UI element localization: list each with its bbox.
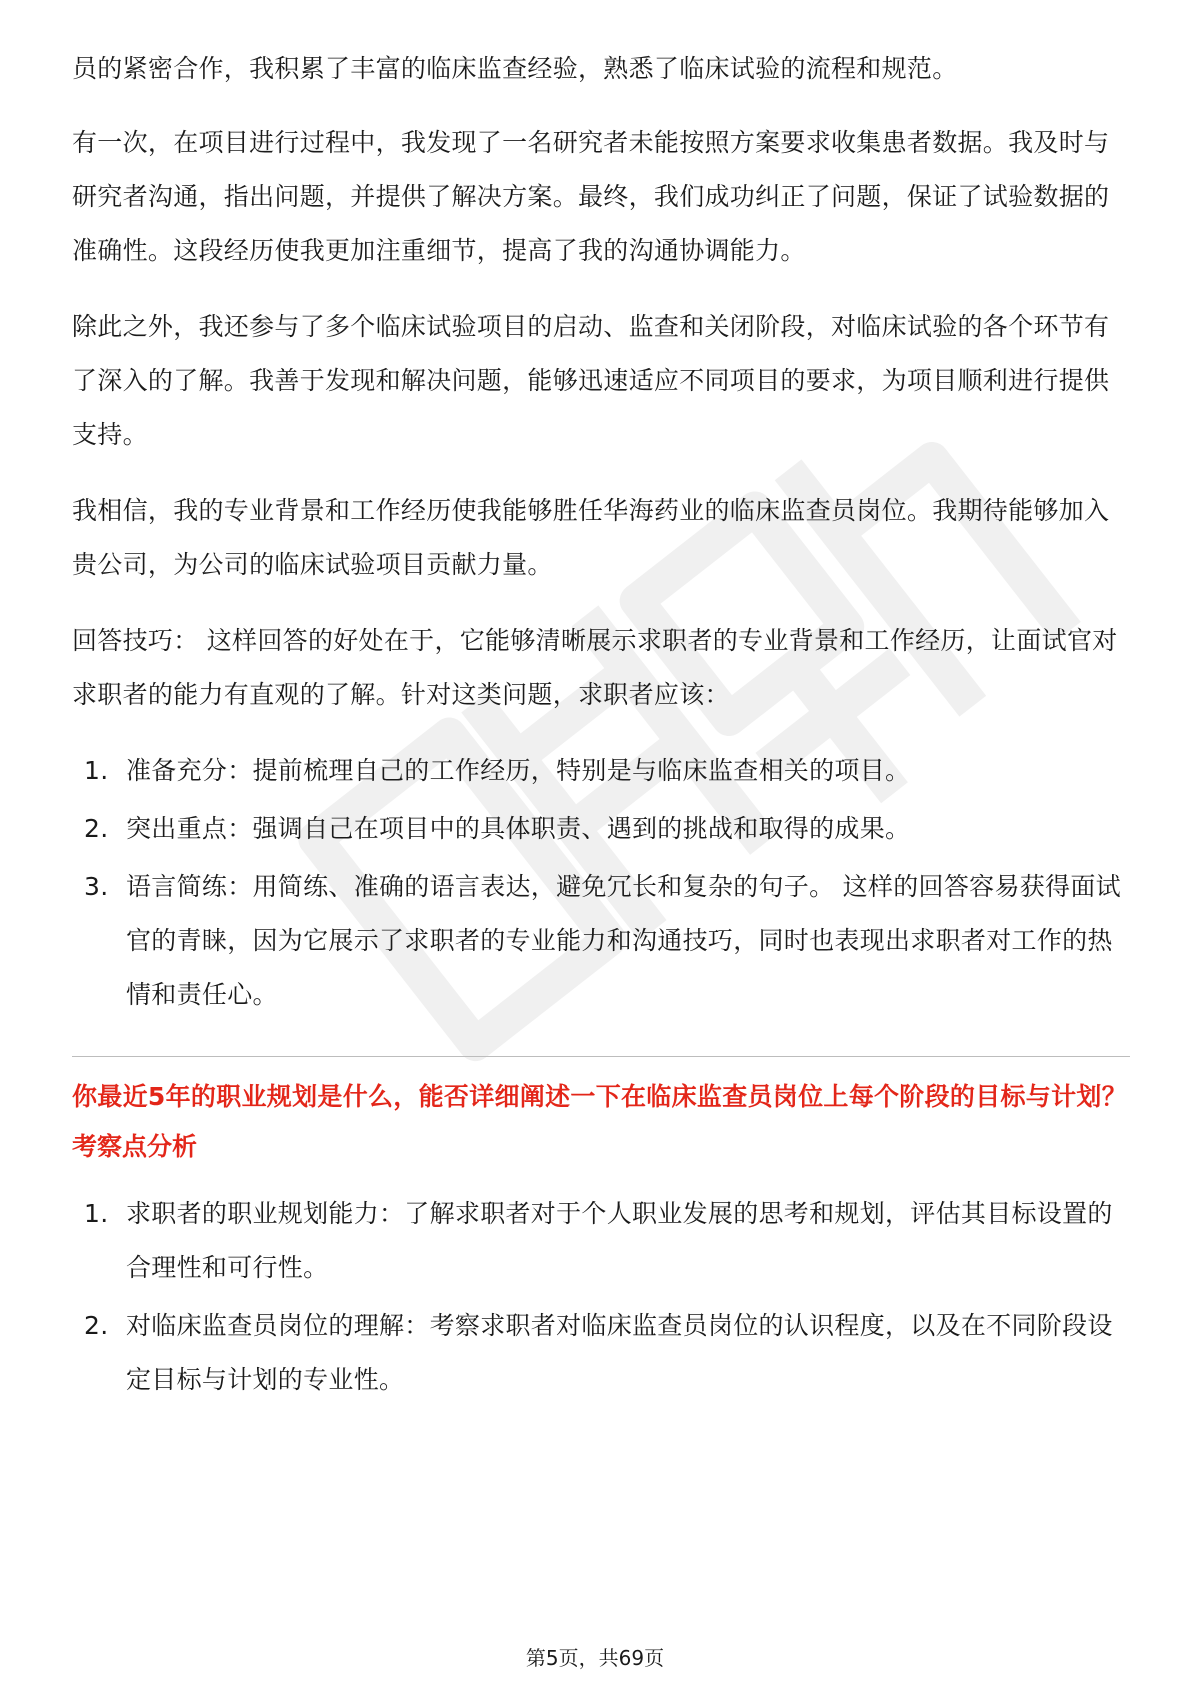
- section-divider: [72, 1056, 1130, 1057]
- list-number: 2.: [84, 814, 109, 843]
- list-number: 1.: [84, 756, 109, 785]
- list-number: 2.: [84, 1311, 109, 1340]
- list-item: [72, 860, 1132, 1022]
- list-number: 1.: [84, 1199, 109, 1228]
- paragraph-conclusion: 我相信，我的专业背景和工作经历使我能够胜任华海药业的临床监查员岗位。我期待能够加入贵公司，为公司的临床试验项目贡献力量。: [72, 496, 1110, 579]
- list-text: 准备充分：提前梳理自己的工作经历，特别是与临床监查相关的项目。: [126, 756, 911, 785]
- paragraph-incident: 有一次，在项目进行过程中，我发现了一名研究者未能按照方案要求收集患者数据。我及时与研究者沟通，指出问题，并提供了解决方案。最终，我们成功纠正了问题，保证了试验数据的准确性。这段经历使我更加注重细节，提高了我的沟通协调能力。: [72, 128, 1110, 265]
- paragraph-answer-tips: 回答技巧： 这样回答的好处在于，它能够清晰展示求职者的专业背景和工作经历，让面试官对求职者的能力有直观的了解。针对这类问题，求职者应该：: [72, 626, 1118, 709]
- list-text: 对临床监查员岗位的理解：考察求职者对临床监查员岗位的认识程度，以及在不同阶段设定目标与计划的专业性。: [126, 1311, 1113, 1394]
- list-number: 3.: [84, 872, 109, 901]
- list-text: 求职者的职业规划能力：了解求职者对于个人职业发展的思考和规划，评估其目标设置的合理性和可行性。: [126, 1199, 1113, 1282]
- list-text: 突出重点：强调自己在项目中的具体职责、遇到的挑战和取得的成果。: [126, 814, 911, 843]
- analysis-list: [72, 1187, 1132, 1407]
- analysis-heading: 考察点分析: [72, 1132, 198, 1161]
- page-number-footer: 第5页，共69页: [525, 1646, 665, 1670]
- main-content: [72, 42, 1132, 1411]
- tips-list: [72, 744, 1132, 1022]
- list-item: [72, 744, 1132, 798]
- list-item: [72, 1187, 1132, 1295]
- list-item: [72, 1299, 1132, 1407]
- question-heading: 你最近5年的职业规划是什么，能否详细阐述一下在临床监查员岗位上每个阶段的目标与计划？: [72, 1082, 1127, 1111]
- paragraph-experience: 除此之外，我还参与了多个临床试验项目的启动、监查和关闭阶段，对临床试验的各个环节有了深入的了解。我善于发现和解决问题，能够迅速适应不同项目的要求，为项目顺利进行提供支持。: [72, 312, 1110, 449]
- list-item: [72, 802, 1132, 856]
- paragraph-intro-continued: 员的紧密合作，我积累了丰富的临床监查经验，熟悉了临床试验的流程和规范。: [72, 54, 958, 83]
- list-text: 语言简练：用简练、准确的语言表达，避免冗长和复杂的句子。 这样的回答容易获得面试官的青睐，因为它展示了求职者的专业能力和沟通技巧，同时也表现出求职者对工作的热情和责任心。: [126, 872, 1121, 1009]
